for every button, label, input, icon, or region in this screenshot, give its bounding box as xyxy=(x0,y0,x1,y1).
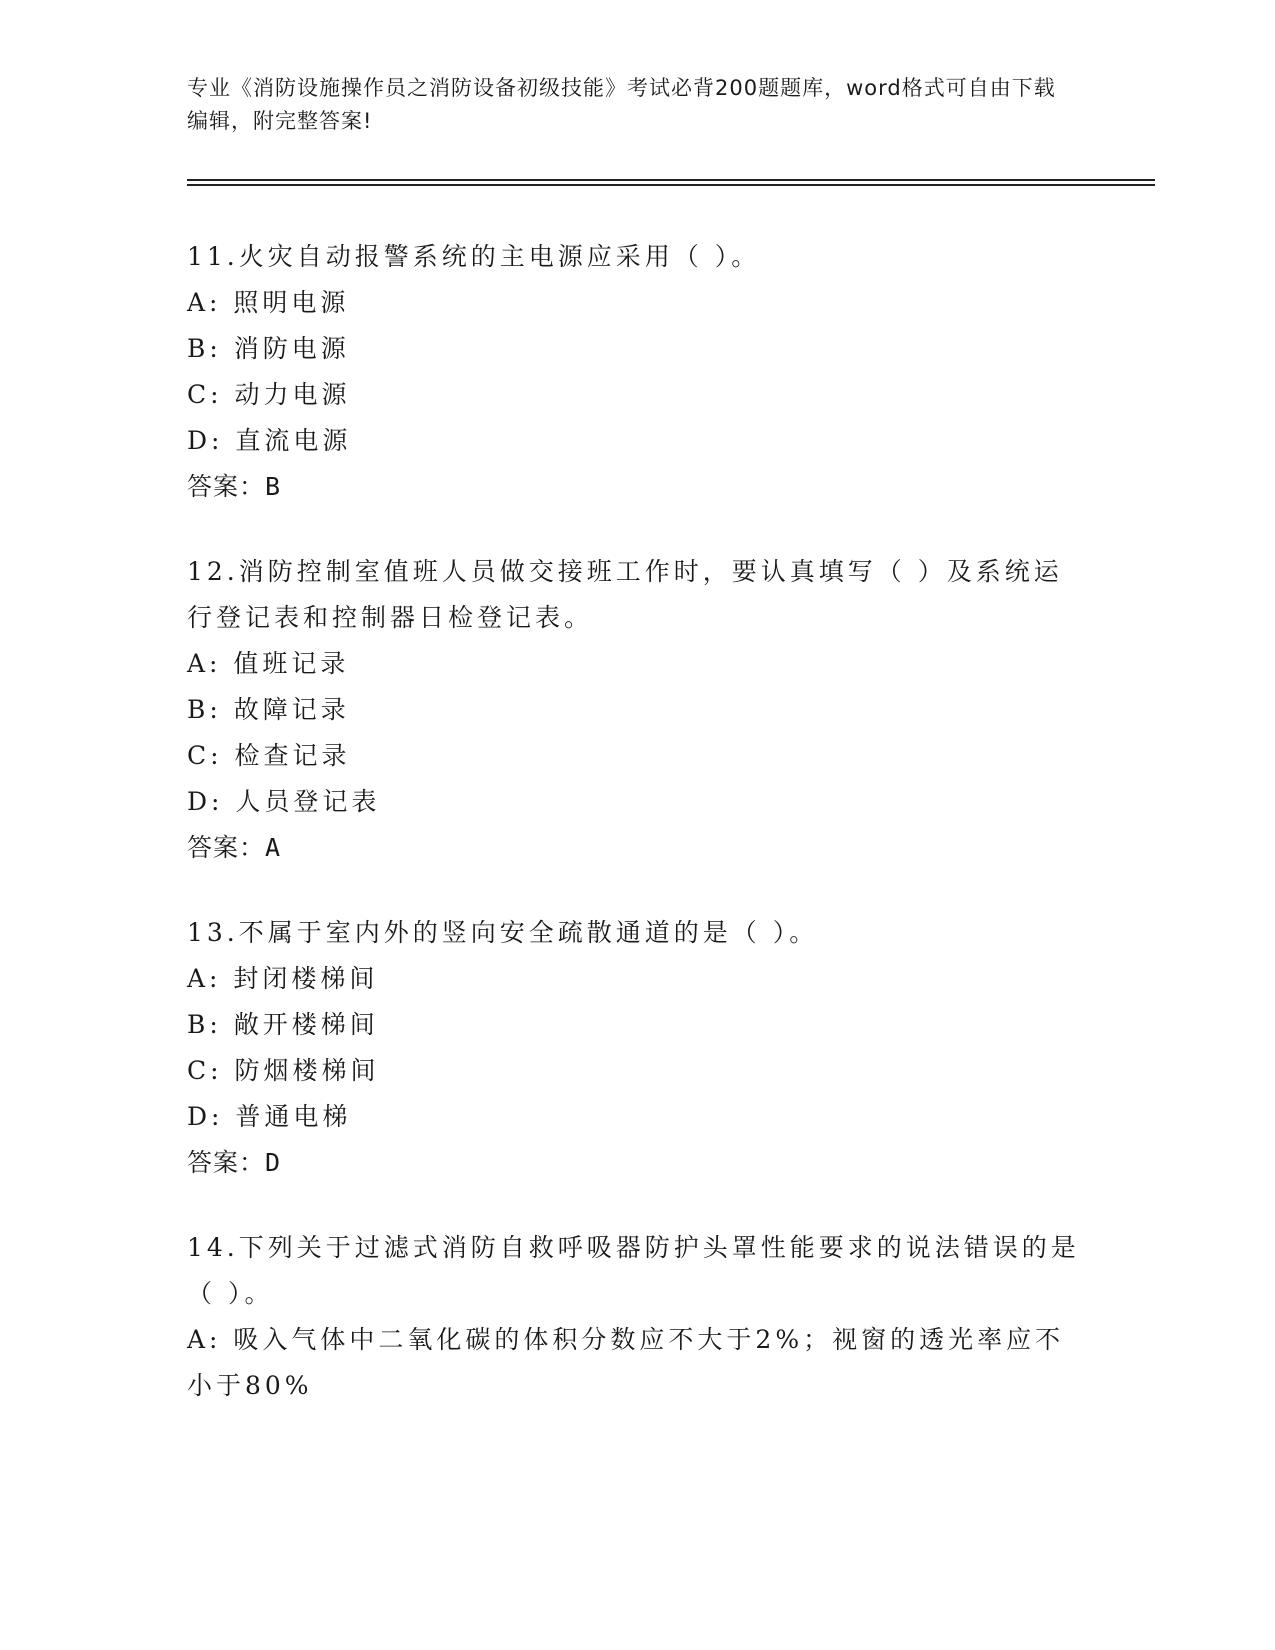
question-stem: 13.不属于室内外的竖向安全疏散通道的是（ ）。 xyxy=(187,918,819,947)
option-c: C: 检查记录 xyxy=(187,741,351,770)
question-13 xyxy=(187,910,1087,1186)
answer-label: 答案： xyxy=(187,1148,266,1177)
answer-label: 答案： xyxy=(187,472,266,501)
option-d: D: 直流电源 xyxy=(187,426,352,455)
option-c: C: 防烟楼梯间 xyxy=(187,1056,380,1085)
question-12 xyxy=(187,549,1087,871)
question-11 xyxy=(187,234,1087,510)
option-b: B: 敞开楼梯间 xyxy=(187,1010,379,1039)
option-a: A: 照明电源 xyxy=(187,288,350,317)
question-stem: 12.消防控制室值班人员做交接班工作时，要认真填写（ ）及系统运行登记表和控制器日检登记表。 xyxy=(187,557,1063,632)
document-header xyxy=(187,72,1067,138)
answer-value: A xyxy=(265,833,282,862)
answer-value: D xyxy=(265,1148,282,1177)
option-d: D: 普通电梯 xyxy=(187,1102,352,1131)
header-divider-bottom xyxy=(187,184,1155,186)
answer-line xyxy=(187,825,1087,871)
option-c: C: 动力电源 xyxy=(187,380,351,409)
question-stem: 14.下列关于过滤式消防自救呼吸器防护头罩性能要求的说法错误的是（ ）。 xyxy=(187,1233,1080,1308)
answer-label: 答案： xyxy=(187,833,266,862)
option-b: B: 故障记录 xyxy=(187,695,350,724)
question-list xyxy=(187,234,1087,1448)
answer-line xyxy=(187,1140,1087,1186)
question-stem: 11.火灾自动报警系统的主电源应采用（ ）。 xyxy=(187,242,761,271)
header-divider-top xyxy=(187,179,1155,181)
option-d: D: 人员登记表 xyxy=(187,787,381,816)
option-a: A: 吸入气体中二氧化碳的体积分数应不大于2%；视窗的透光率应不小于80% xyxy=(187,1325,1065,1400)
header-text: 专业《消防设施操作员之消防设备初级技能》考试必背200题题库，word格式可自由下载编辑，附完整答案! xyxy=(187,76,1056,133)
option-a: A: 值班记录 xyxy=(187,649,350,678)
answer-line xyxy=(187,464,1087,510)
option-a: A: 封闭楼梯间 xyxy=(187,964,379,993)
option-b: B: 消防电源 xyxy=(187,334,350,363)
question-14 xyxy=(187,1225,1087,1409)
answer-value: B xyxy=(265,472,282,501)
